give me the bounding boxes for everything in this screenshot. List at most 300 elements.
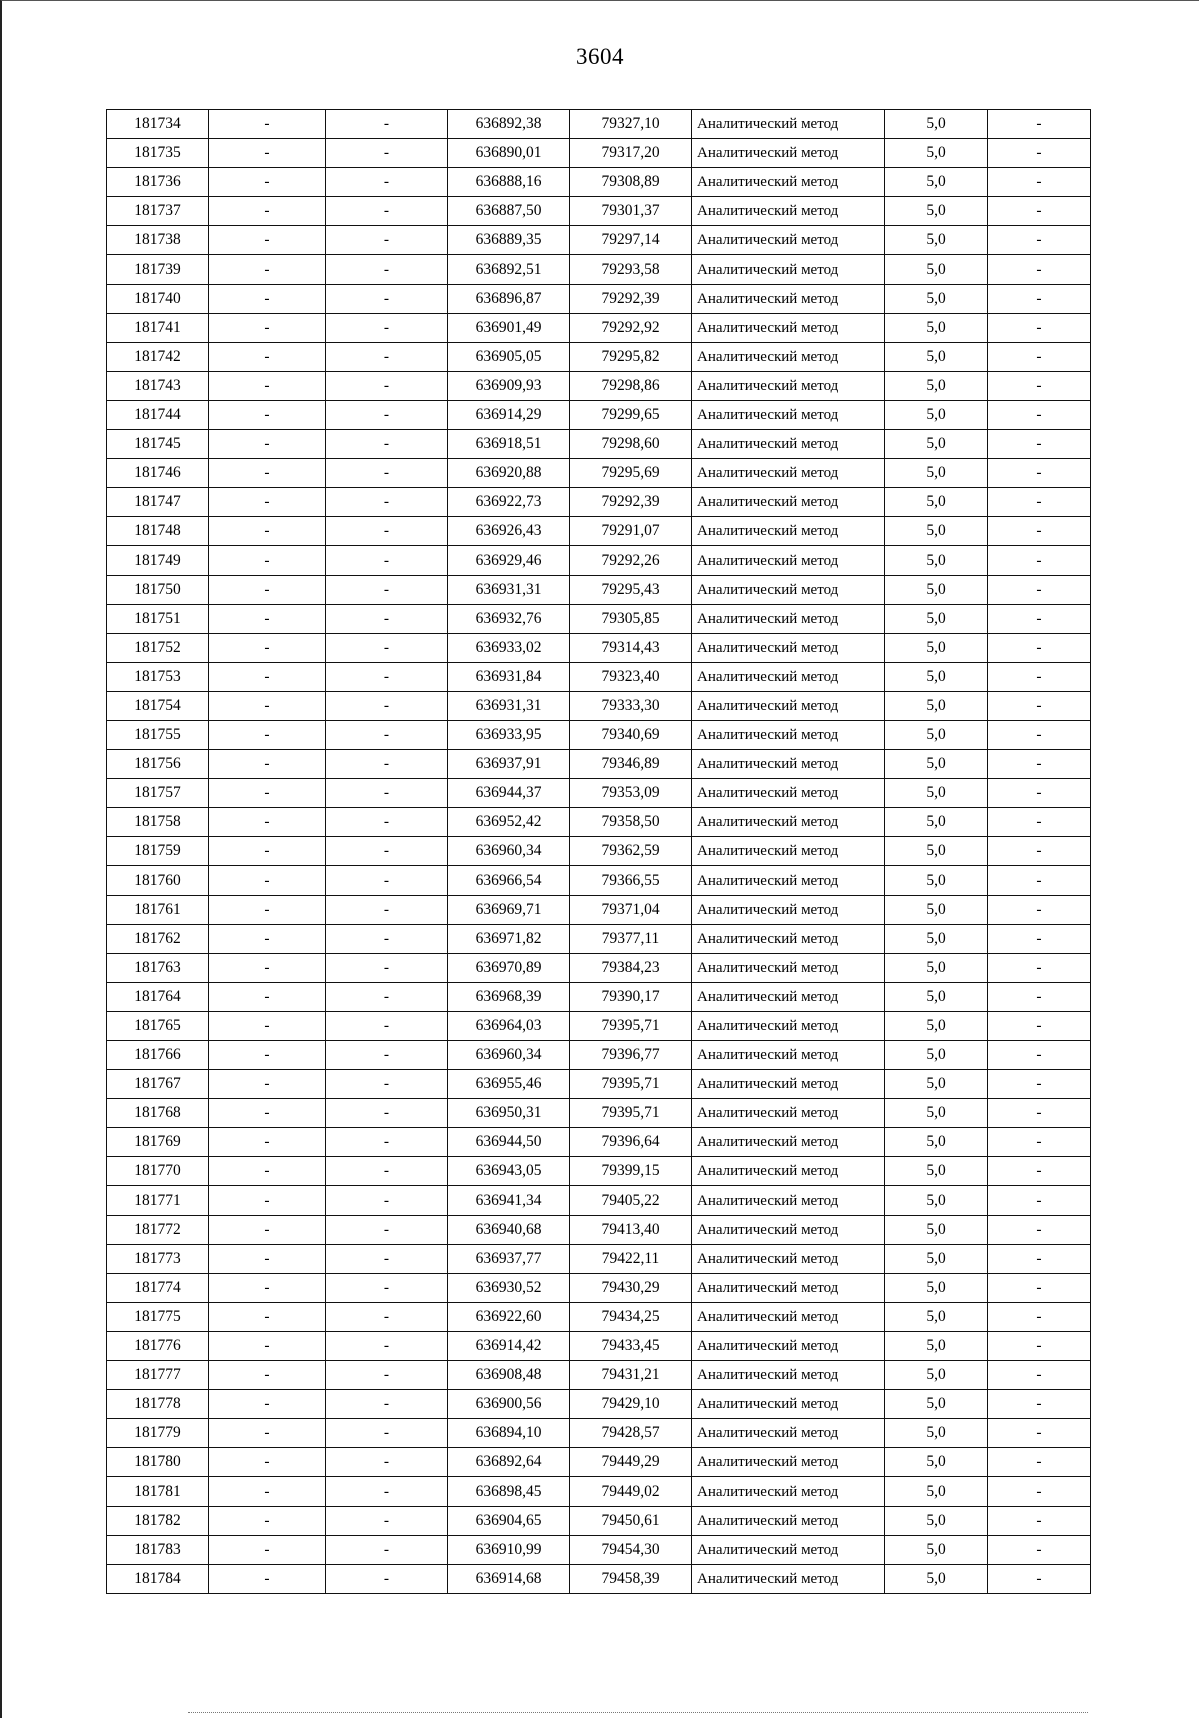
col8-cell: -	[988, 546, 1091, 575]
table-row	[107, 982, 1091, 1011]
col8-cell: -	[988, 517, 1091, 546]
col8-cell: -	[988, 226, 1091, 255]
y-coordinate-cell: 79399,15	[570, 1157, 692, 1186]
point-number-cell: 181772	[107, 1215, 209, 1244]
col2-cell: -	[209, 866, 326, 895]
col8-cell: -	[988, 750, 1091, 779]
col8-cell: -	[988, 953, 1091, 982]
x-coordinate-cell: 636929,46	[448, 546, 570, 575]
col3-cell: -	[326, 1041, 448, 1070]
accuracy-cell: 5,0	[885, 1273, 988, 1302]
col8-cell: -	[988, 604, 1091, 633]
col3-cell: -	[326, 1564, 448, 1593]
y-coordinate-cell: 79377,11	[570, 924, 692, 953]
x-coordinate-cell: 636964,03	[448, 1011, 570, 1040]
y-coordinate-cell: 79450,61	[570, 1506, 692, 1535]
accuracy-cell: 5,0	[885, 924, 988, 953]
accuracy-cell: 5,0	[885, 1302, 988, 1331]
table-row	[107, 1157, 1091, 1186]
x-coordinate-cell: 636900,56	[448, 1390, 570, 1419]
col2-cell: -	[209, 371, 326, 400]
table-row	[107, 139, 1091, 168]
col8-cell: -	[988, 779, 1091, 808]
accuracy-cell: 5,0	[885, 168, 988, 197]
y-coordinate-cell: 79434,25	[570, 1302, 692, 1331]
point-number-cell: 181784	[107, 1564, 209, 1593]
col3-cell: -	[326, 546, 448, 575]
point-number-cell: 181768	[107, 1099, 209, 1128]
method-cell: Аналитический метод	[692, 1128, 885, 1157]
col8-cell: -	[988, 662, 1091, 691]
table-row	[107, 1099, 1091, 1128]
x-coordinate-cell: 636955,46	[448, 1070, 570, 1099]
point-number-cell: 181738	[107, 226, 209, 255]
col2-cell: -	[209, 284, 326, 313]
col3-cell: -	[326, 1535, 448, 1564]
col8-cell: -	[988, 313, 1091, 342]
table-row	[107, 1041, 1091, 1070]
accuracy-cell: 5,0	[885, 1070, 988, 1099]
col8-cell: -	[988, 1157, 1091, 1186]
method-cell: Аналитический метод	[692, 1215, 885, 1244]
col2-cell: -	[209, 197, 326, 226]
col3-cell: -	[326, 575, 448, 604]
col2-cell: -	[209, 895, 326, 924]
col8-cell: -	[988, 110, 1091, 139]
accuracy-cell: 5,0	[885, 371, 988, 400]
col8-cell: -	[988, 982, 1091, 1011]
method-cell: Аналитический метод	[692, 342, 885, 371]
point-number-cell: 181775	[107, 1302, 209, 1331]
y-coordinate-cell: 79291,07	[570, 517, 692, 546]
point-number-cell: 181747	[107, 488, 209, 517]
table-row	[107, 488, 1091, 517]
y-coordinate-cell: 79449,02	[570, 1477, 692, 1506]
y-coordinate-cell: 79305,85	[570, 604, 692, 633]
y-coordinate-cell: 79292,39	[570, 284, 692, 313]
point-number-cell: 181779	[107, 1419, 209, 1448]
col3-cell: -	[326, 720, 448, 749]
method-cell: Аналитический метод	[692, 1244, 885, 1273]
x-coordinate-cell: 636901,49	[448, 313, 570, 342]
table-row	[107, 168, 1091, 197]
method-cell: Аналитический метод	[692, 1186, 885, 1215]
col3-cell: -	[326, 488, 448, 517]
col8-cell: -	[988, 575, 1091, 604]
col3-cell: -	[326, 604, 448, 633]
method-cell: Аналитический метод	[692, 517, 885, 546]
table-row	[107, 750, 1091, 779]
accuracy-cell: 5,0	[885, 895, 988, 924]
col2-cell: -	[209, 1011, 326, 1040]
accuracy-cell: 5,0	[885, 313, 988, 342]
y-coordinate-cell: 79292,92	[570, 313, 692, 342]
x-coordinate-cell: 636914,68	[448, 1564, 570, 1593]
accuracy-cell: 5,0	[885, 459, 988, 488]
method-cell: Аналитический метод	[692, 633, 885, 662]
table-row	[107, 1535, 1091, 1564]
table-row	[107, 953, 1091, 982]
col3-cell: -	[326, 1128, 448, 1157]
col3-cell: -	[326, 924, 448, 953]
y-coordinate-cell: 79458,39	[570, 1564, 692, 1593]
col2-cell: -	[209, 1128, 326, 1157]
accuracy-cell: 5,0	[885, 1448, 988, 1477]
col3-cell: -	[326, 1273, 448, 1302]
table-body	[107, 110, 1091, 1594]
col2-cell: -	[209, 633, 326, 662]
table-row	[107, 1419, 1091, 1448]
point-number-cell: 181776	[107, 1331, 209, 1360]
accuracy-cell: 5,0	[885, 226, 988, 255]
method-cell: Аналитический метод	[692, 459, 885, 488]
col8-cell: -	[988, 837, 1091, 866]
table-row	[107, 1273, 1091, 1302]
col8-cell: -	[988, 1128, 1091, 1157]
col3-cell: -	[326, 779, 448, 808]
accuracy-cell: 5,0	[885, 1419, 988, 1448]
col8-cell: -	[988, 1448, 1091, 1477]
y-coordinate-cell: 79333,30	[570, 691, 692, 720]
accuracy-cell: 5,0	[885, 546, 988, 575]
col3-cell: -	[326, 284, 448, 313]
x-coordinate-cell: 636918,51	[448, 430, 570, 459]
col8-cell: -	[988, 255, 1091, 284]
point-number-cell: 181755	[107, 720, 209, 749]
col2-cell: -	[209, 110, 326, 139]
col3-cell: -	[326, 691, 448, 720]
col2-cell: -	[209, 1361, 326, 1390]
x-coordinate-cell: 636887,50	[448, 197, 570, 226]
point-number-cell: 181761	[107, 895, 209, 924]
col3-cell: -	[326, 633, 448, 662]
method-cell: Аналитический метод	[692, 546, 885, 575]
x-coordinate-cell: 636937,91	[448, 750, 570, 779]
point-number-cell: 181748	[107, 517, 209, 546]
y-coordinate-cell: 79358,50	[570, 808, 692, 837]
col8-cell: -	[988, 459, 1091, 488]
col2-cell: -	[209, 924, 326, 953]
x-coordinate-cell: 636894,10	[448, 1419, 570, 1448]
x-coordinate-cell: 636910,99	[448, 1535, 570, 1564]
accuracy-cell: 5,0	[885, 255, 988, 284]
table-row	[107, 808, 1091, 837]
method-cell: Аналитический метод	[692, 284, 885, 313]
accuracy-cell: 5,0	[885, 750, 988, 779]
accuracy-cell: 5,0	[885, 1011, 988, 1040]
point-number-cell: 181735	[107, 139, 209, 168]
method-cell: Аналитический метод	[692, 1331, 885, 1360]
method-cell: Аналитический метод	[692, 1477, 885, 1506]
method-cell: Аналитический метод	[692, 808, 885, 837]
accuracy-cell: 5,0	[885, 400, 988, 429]
point-number-cell: 181774	[107, 1273, 209, 1302]
point-number-cell: 181777	[107, 1361, 209, 1390]
table-row	[107, 1244, 1091, 1273]
y-coordinate-cell: 79429,10	[570, 1390, 692, 1419]
table-row	[107, 1506, 1091, 1535]
col8-cell: -	[988, 1186, 1091, 1215]
table-row	[107, 517, 1091, 546]
x-coordinate-cell: 636933,02	[448, 633, 570, 662]
table-row	[107, 604, 1091, 633]
table-row	[107, 313, 1091, 342]
col3-cell: -	[326, 1331, 448, 1360]
col3-cell: -	[326, 430, 448, 459]
col8-cell: -	[988, 430, 1091, 459]
col8-cell: -	[988, 1564, 1091, 1593]
method-cell: Аналитический метод	[692, 575, 885, 604]
y-coordinate-cell: 79292,26	[570, 546, 692, 575]
col8-cell: -	[988, 139, 1091, 168]
method-cell: Аналитический метод	[692, 895, 885, 924]
col2-cell: -	[209, 1041, 326, 1070]
table-row	[107, 255, 1091, 284]
y-coordinate-cell: 79449,29	[570, 1448, 692, 1477]
coordinates-table	[106, 109, 1091, 1594]
x-coordinate-cell: 636971,82	[448, 924, 570, 953]
point-number-cell: 181750	[107, 575, 209, 604]
x-coordinate-cell: 636932,76	[448, 604, 570, 633]
col3-cell: -	[326, 459, 448, 488]
method-cell: Аналитический метод	[692, 226, 885, 255]
y-coordinate-cell: 79454,30	[570, 1535, 692, 1564]
accuracy-cell: 5,0	[885, 1564, 988, 1593]
point-number-cell: 181766	[107, 1041, 209, 1070]
point-number-cell: 181737	[107, 197, 209, 226]
point-number-cell: 181769	[107, 1128, 209, 1157]
col2-cell: -	[209, 1390, 326, 1419]
col2-cell: -	[209, 1477, 326, 1506]
table-row	[107, 895, 1091, 924]
col8-cell: -	[988, 1535, 1091, 1564]
method-cell: Аналитический метод	[692, 779, 885, 808]
x-coordinate-cell: 636931,31	[448, 575, 570, 604]
col2-cell: -	[209, 1506, 326, 1535]
col2-cell: -	[209, 1186, 326, 1215]
table-row	[107, 430, 1091, 459]
col3-cell: -	[326, 139, 448, 168]
accuracy-cell: 5,0	[885, 953, 988, 982]
col8-cell: -	[988, 924, 1091, 953]
y-coordinate-cell: 79298,60	[570, 430, 692, 459]
accuracy-cell: 5,0	[885, 720, 988, 749]
method-cell: Аналитический метод	[692, 1390, 885, 1419]
point-number-cell: 181746	[107, 459, 209, 488]
accuracy-cell: 5,0	[885, 575, 988, 604]
col3-cell: -	[326, 1419, 448, 1448]
table-row	[107, 1448, 1091, 1477]
table-row	[107, 1302, 1091, 1331]
x-coordinate-cell: 636888,16	[448, 168, 570, 197]
col3-cell: -	[326, 1448, 448, 1477]
col8-cell: -	[988, 1506, 1091, 1535]
table-row	[107, 110, 1091, 139]
y-coordinate-cell: 79317,20	[570, 139, 692, 168]
x-coordinate-cell: 636970,89	[448, 953, 570, 982]
point-number-cell: 181780	[107, 1448, 209, 1477]
col2-cell: -	[209, 1273, 326, 1302]
x-coordinate-cell: 636960,34	[448, 837, 570, 866]
x-coordinate-cell: 636892,64	[448, 1448, 570, 1477]
accuracy-cell: 5,0	[885, 691, 988, 720]
table-row	[107, 866, 1091, 895]
method-cell: Аналитический метод	[692, 168, 885, 197]
accuracy-cell: 5,0	[885, 982, 988, 1011]
col2-cell: -	[209, 1302, 326, 1331]
y-coordinate-cell: 79413,40	[570, 1215, 692, 1244]
page-number: 3604	[576, 44, 624, 69]
col8-cell: -	[988, 1331, 1091, 1360]
y-coordinate-cell: 79340,69	[570, 720, 692, 749]
table-row	[107, 837, 1091, 866]
col2-cell: -	[209, 1215, 326, 1244]
col3-cell: -	[326, 1157, 448, 1186]
point-number-cell: 181762	[107, 924, 209, 953]
method-cell: Аналитический метод	[692, 691, 885, 720]
table-row	[107, 197, 1091, 226]
col2-cell: -	[209, 1564, 326, 1593]
point-number-cell: 181765	[107, 1011, 209, 1040]
y-coordinate-cell: 79396,64	[570, 1128, 692, 1157]
accuracy-cell: 5,0	[885, 837, 988, 866]
col3-cell: -	[326, 197, 448, 226]
col8-cell: -	[988, 342, 1091, 371]
col2-cell: -	[209, 750, 326, 779]
col8-cell: -	[988, 1419, 1091, 1448]
accuracy-cell: 5,0	[885, 604, 988, 633]
table-row	[107, 1070, 1091, 1099]
method-cell: Аналитический метод	[692, 1157, 885, 1186]
method-cell: Аналитический метод	[692, 750, 885, 779]
x-coordinate-cell: 636969,71	[448, 895, 570, 924]
col3-cell: -	[326, 662, 448, 691]
method-cell: Аналитический метод	[692, 1273, 885, 1302]
method-cell: Аналитический метод	[692, 400, 885, 429]
accuracy-cell: 5,0	[885, 1128, 988, 1157]
method-cell: Аналитический метод	[692, 1564, 885, 1593]
x-coordinate-cell: 636896,87	[448, 284, 570, 313]
col8-cell: -	[988, 895, 1091, 924]
method-cell: Аналитический метод	[692, 430, 885, 459]
accuracy-cell: 5,0	[885, 342, 988, 371]
col3-cell: -	[326, 895, 448, 924]
x-coordinate-cell: 636892,51	[448, 255, 570, 284]
accuracy-cell: 5,0	[885, 139, 988, 168]
point-number-cell: 181767	[107, 1070, 209, 1099]
table-row	[107, 1477, 1091, 1506]
accuracy-cell: 5,0	[885, 1244, 988, 1273]
x-coordinate-cell: 636926,43	[448, 517, 570, 546]
point-number-cell: 181753	[107, 662, 209, 691]
table-row	[107, 226, 1091, 255]
col8-cell: -	[988, 197, 1091, 226]
col3-cell: -	[326, 1070, 448, 1099]
point-number-cell: 181749	[107, 546, 209, 575]
x-coordinate-cell: 636909,93	[448, 371, 570, 400]
col2-cell: -	[209, 982, 326, 1011]
point-number-cell: 181773	[107, 1244, 209, 1273]
col2-cell: -	[209, 517, 326, 546]
y-coordinate-cell: 79298,86	[570, 371, 692, 400]
col2-cell: -	[209, 1070, 326, 1099]
point-number-cell: 181742	[107, 342, 209, 371]
col3-cell: -	[326, 866, 448, 895]
accuracy-cell: 5,0	[885, 488, 988, 517]
y-coordinate-cell: 79362,59	[570, 837, 692, 866]
method-cell: Аналитический метод	[692, 720, 885, 749]
col8-cell: -	[988, 1273, 1091, 1302]
x-coordinate-cell: 636914,29	[448, 400, 570, 429]
col3-cell: -	[326, 1477, 448, 1506]
point-number-cell: 181752	[107, 633, 209, 662]
accuracy-cell: 5,0	[885, 1506, 988, 1535]
col2-cell: -	[209, 1419, 326, 1448]
table-row	[107, 575, 1091, 604]
accuracy-cell: 5,0	[885, 517, 988, 546]
table-row	[107, 1390, 1091, 1419]
col8-cell: -	[988, 1361, 1091, 1390]
y-coordinate-cell: 79422,11	[570, 1244, 692, 1273]
x-coordinate-cell: 636904,65	[448, 1506, 570, 1535]
point-number-cell: 181745	[107, 430, 209, 459]
accuracy-cell: 5,0	[885, 1361, 988, 1390]
col2-cell: -	[209, 488, 326, 517]
col3-cell: -	[326, 255, 448, 284]
method-cell: Аналитический метод	[692, 197, 885, 226]
method-cell: Аналитический метод	[692, 1535, 885, 1564]
col2-cell: -	[209, 1099, 326, 1128]
y-coordinate-cell: 79295,43	[570, 575, 692, 604]
point-number-cell: 181744	[107, 400, 209, 429]
method-cell: Аналитический метод	[692, 662, 885, 691]
col3-cell: -	[326, 371, 448, 400]
table-row	[107, 400, 1091, 429]
y-coordinate-cell: 79430,29	[570, 1273, 692, 1302]
x-coordinate-cell: 636930,52	[448, 1273, 570, 1302]
x-coordinate-cell: 636944,50	[448, 1128, 570, 1157]
table-row	[107, 546, 1091, 575]
table-row	[107, 284, 1091, 313]
col2-cell: -	[209, 779, 326, 808]
table-row	[107, 371, 1091, 400]
point-number-cell: 181739	[107, 255, 209, 284]
accuracy-cell: 5,0	[885, 1331, 988, 1360]
point-number-cell: 181756	[107, 750, 209, 779]
col2-cell: -	[209, 255, 326, 284]
table-row	[107, 662, 1091, 691]
method-cell: Аналитический метод	[692, 1361, 885, 1390]
bottom-edge-mark	[188, 1712, 1088, 1715]
method-cell: Аналитический метод	[692, 1419, 885, 1448]
point-number-cell: 181759	[107, 837, 209, 866]
y-coordinate-cell: 79395,71	[570, 1011, 692, 1040]
method-cell: Аналитический метод	[692, 1070, 885, 1099]
accuracy-cell: 5,0	[885, 1099, 988, 1128]
point-number-cell: 181764	[107, 982, 209, 1011]
accuracy-cell: 5,0	[885, 1390, 988, 1419]
table-row	[107, 924, 1091, 953]
method-cell: Аналитический метод	[692, 866, 885, 895]
table-row	[107, 342, 1091, 371]
x-coordinate-cell: 636933,95	[448, 720, 570, 749]
method-cell: Аналитический метод	[692, 953, 885, 982]
method-cell: Аналитический метод	[692, 604, 885, 633]
col2-cell: -	[209, 1157, 326, 1186]
col3-cell: -	[326, 982, 448, 1011]
col8-cell: -	[988, 1477, 1091, 1506]
col2-cell: -	[209, 226, 326, 255]
